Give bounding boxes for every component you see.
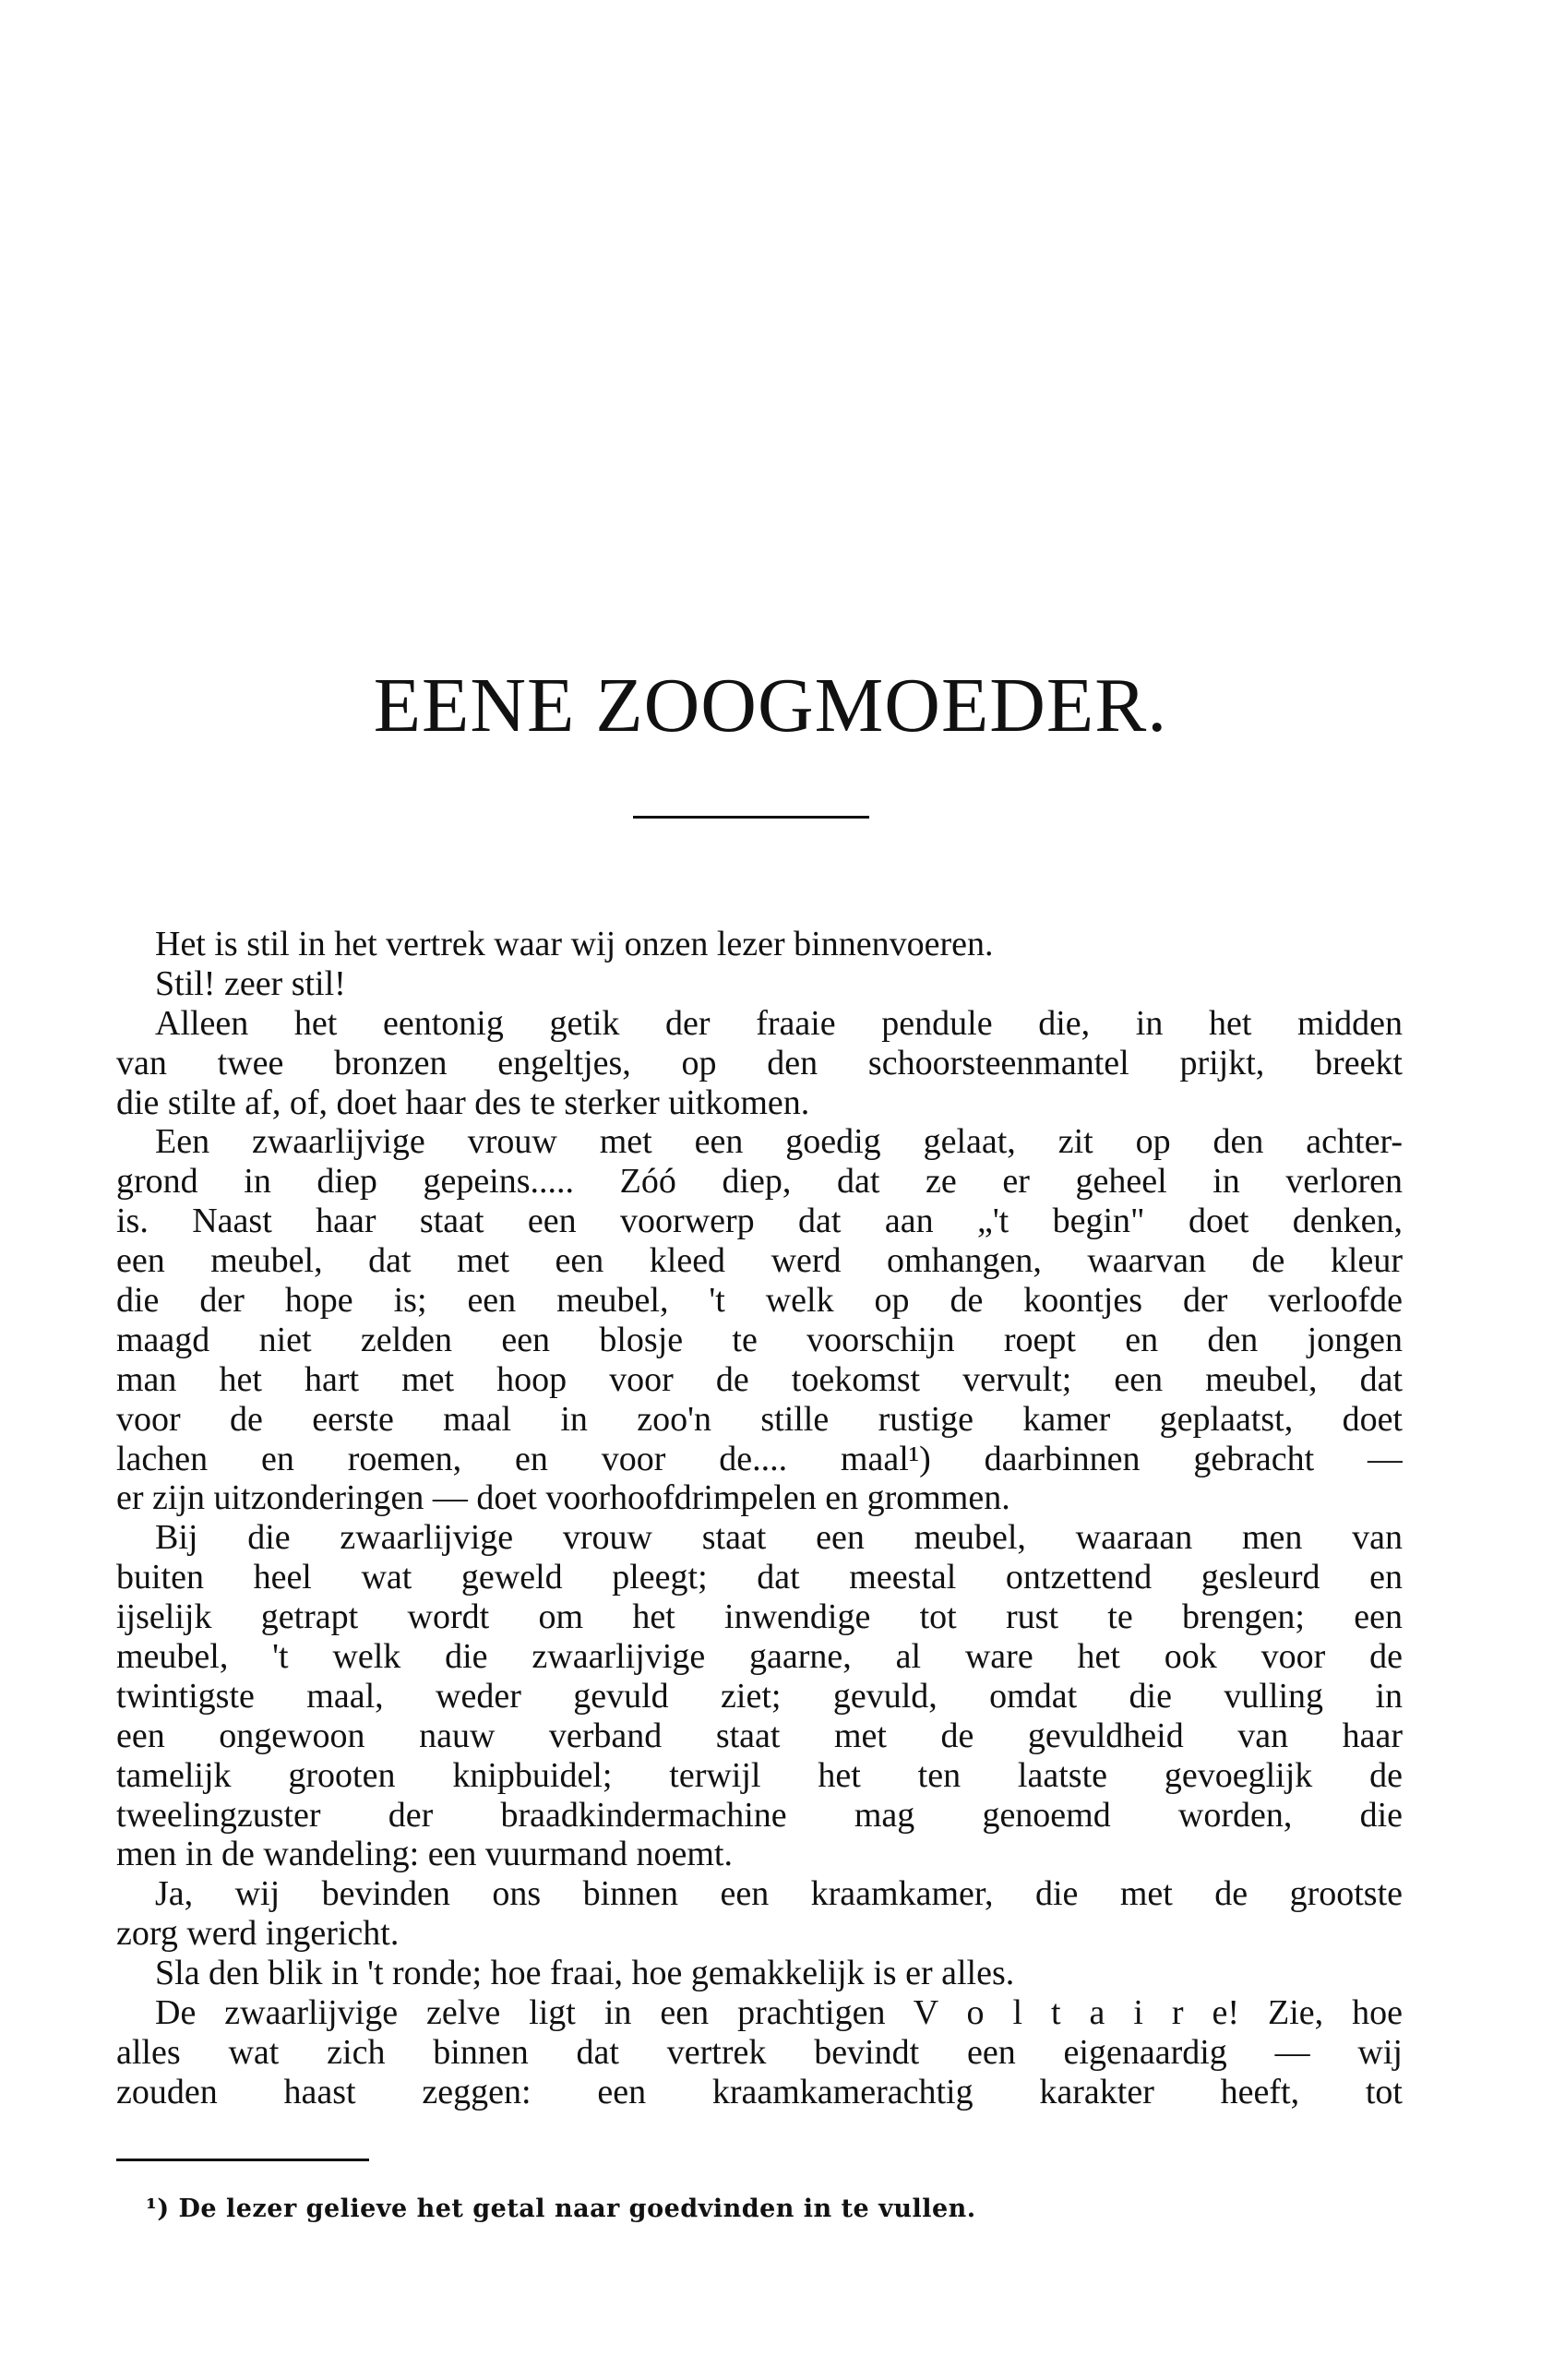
chapter-title: EENE ZOOGMOEDER. [373,663,1168,749]
text-line: lachen en roemen, en voor de.... maal¹) daarbinnen gebracht — [116,1439,1403,1478]
text-line: voor de eerste maal in zoo'n stille rustige kamer geplaatst, doet [116,1399,1403,1439]
text-line: zorg werd ingericht. [116,1914,400,1954]
text-line: grond in diep gepeins..... Zóó diep, dat ze er geheel in verloren [116,1162,1403,1202]
text-line: man het hart met hoop voor de toekomst vervult; een meubel, dat [116,1359,1403,1399]
text-line: Een zwaarlijvige vrouw met een goedig gelaat, zit op den achter- [155,1122,1403,1162]
text-line: buiten heel wat geweld pleegt; dat meestal ontzettend gesleurd en [116,1558,1403,1597]
text-line: maagd niet zelden een blosje te voorschijn roept en den jongen [116,1320,1403,1359]
text-line: tamelijk grooten knipbuidel; terwijl het ten laatste gevoeglijk de [116,1755,1403,1795]
text-line: Sla den blik in 't ronde; hoe fraai, hoe gemakkelijk is er alles. [155,1954,1015,1993]
text-line: van twee bronzen engeltjes, op den schoorsteenmantel prijkt, breekt [116,1043,1403,1082]
text-line: De zwaarlijvige zelve ligt in een prachtigen V o l t a i r e! Zie, hoe [155,1993,1403,2033]
text-line: Ja, wij bevinden ons binnen een kraamkamer, die met de grootste [155,1874,1403,1914]
title-divider [633,816,869,819]
text-line: twintigste maal, weder gevuld ziet; gevuld, omdat die vulling in [116,1676,1403,1716]
text-line: zouden haast zeggen: een kraamkamerachtig karakter heeft, tot [116,2072,1403,2111]
footnote: ¹) De lezer gelieve het getal naar goedvinden in te vullen. [146,2195,976,2223]
text-line: ijselijk getrapt wordt om het inwendige tot rust te brengen; een [116,1597,1403,1637]
text-line: er zijn uitzonderingen — doet voorhoofdrimpelen en grommen. [116,1478,1010,1518]
text-line: men in de wandeling: een vuurmand noemt. [116,1835,733,1874]
text-line: een ongewoon nauw verband staat met de gevuldheid van haar [116,1716,1403,1755]
text-line: meubel, 't welk die zwaarlijvige gaarne, al ware het ook voor de [116,1637,1403,1677]
text-line: die stilte af, of, doet haar des te sterker uitkomen. [116,1082,810,1122]
text-line: Alleen het eentonig getik der fraaie pendule die, in het midden [155,1003,1403,1043]
text-line: een meubel, dat met een kleed werd omhangen, waarvan de kleur [116,1241,1403,1281]
text-line: Stil! zeer stil! [155,963,346,1003]
text-line: alles wat zich binnen dat vertrek bevindt een eigenaardig — wij [116,2032,1403,2072]
text-line: Het is stil in het vertrek waar wij onzen lezer binnenvoeren. [155,925,994,963]
text-line: Bij die zwaarlijvige vrouw staat een meubel, waaraan men van [155,1518,1403,1558]
text-line: is. Naast haar staat een voorwerp dat aan „'t begin" doet denken, [116,1202,1403,1241]
text-line: tweelingzuster der braadkindermachine mag genoemd worden, die [116,1795,1403,1835]
text-line: die der hope is; een meubel, 't welk op de koontjes der verloofde [116,1281,1403,1321]
footnote-divider [116,2159,369,2161]
body-text [116,925,1403,2112]
